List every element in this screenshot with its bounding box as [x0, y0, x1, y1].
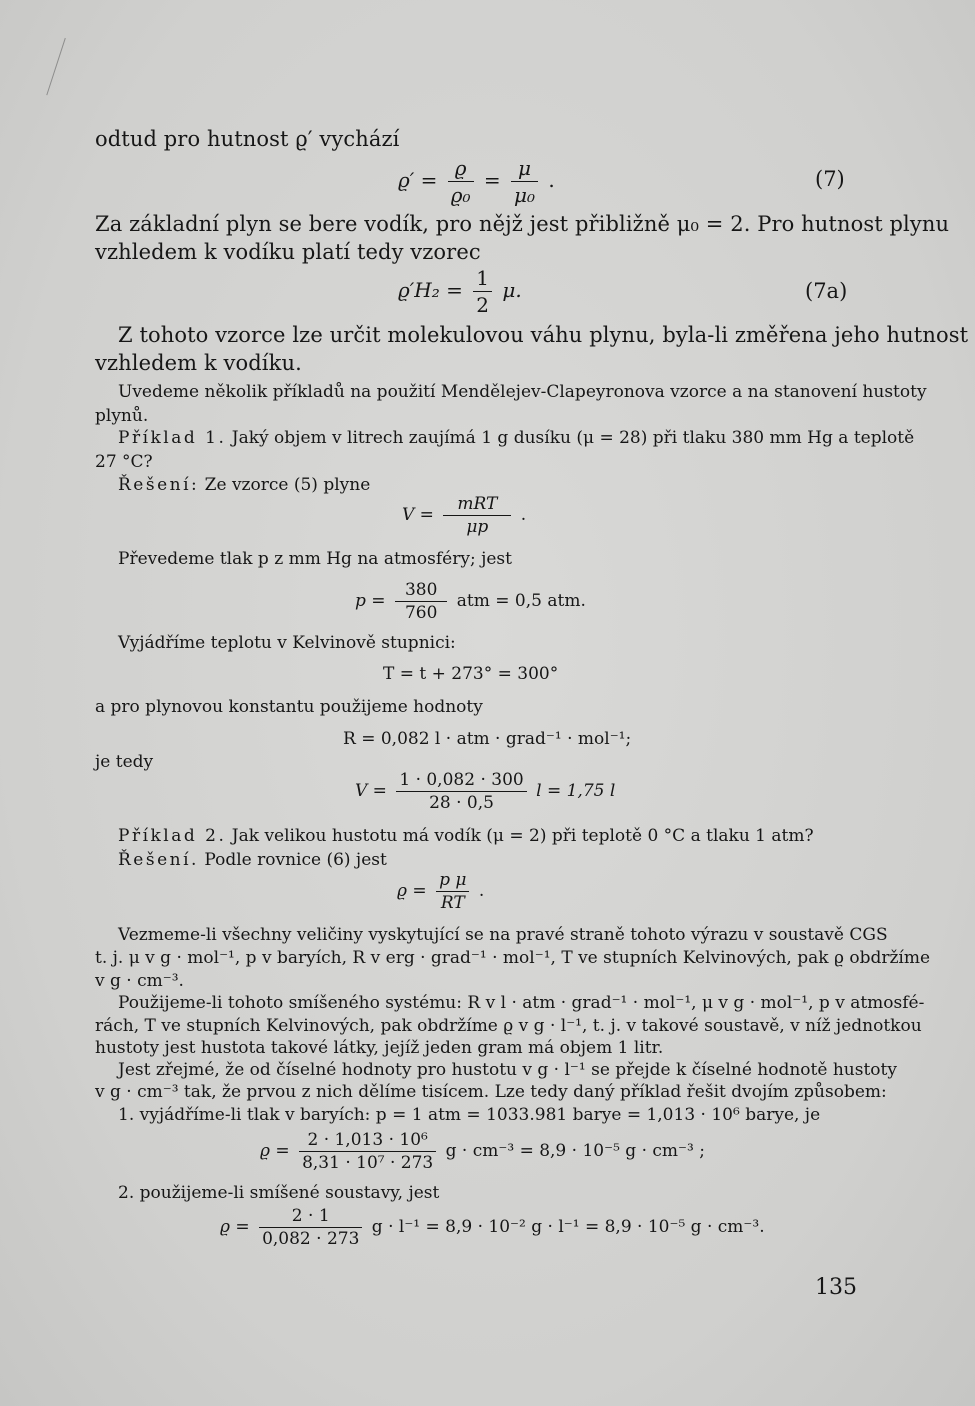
eq7-end: .	[548, 168, 555, 192]
eqP-fraction	[395, 580, 447, 623]
eqRho-end: .	[478, 881, 485, 901]
example-1-label: Příklad 1.	[118, 428, 227, 448]
eqV-fraction	[443, 494, 511, 537]
eq7a-den: 2	[476, 293, 489, 317]
eq7-fraction-2	[511, 156, 538, 207]
equation-pressure	[355, 580, 586, 623]
equation-density	[397, 870, 484, 913]
eqV-end: .	[520, 505, 527, 525]
thus-line: je tedy	[95, 752, 154, 772]
eqRho2-den: 0,082 · 273	[262, 1229, 360, 1249]
example-2-label: Příklad 2.	[118, 826, 227, 846]
para2-line-2: vzhledem k vodíku.	[95, 351, 302, 375]
eq7a-num: 1	[473, 266, 492, 292]
equation-7a-number: (7a)	[805, 279, 848, 303]
example-2-text: Jak velikou hustotu má vodík (μ = 2) při teplotě 0 °C a tlaku 1 atm?	[226, 826, 814, 846]
eqRho1-fraction	[299, 1130, 436, 1173]
eqV2-rhs: l = 1,75 l	[536, 781, 616, 801]
eqRho1-num: 2 · 1,013 · 10⁶	[299, 1130, 436, 1152]
eqV2-num: 1 · 0,082 · 300	[396, 770, 526, 792]
para1-line-2: vzhledem k vodíku platí tedy vzorec	[95, 240, 481, 264]
equation-volume	[402, 494, 526, 537]
para5-line-1: Použijeme-li tohoto smíšeného systému: R v l · atm · grad⁻¹ · mol⁻¹, μ v g · mol⁻¹, p v atmosfé-	[118, 993, 925, 1013]
eqP-num: 380	[395, 580, 447, 602]
solution-1-label: Řešení:	[118, 475, 200, 495]
equation-7	[398, 156, 555, 207]
pencil-mark	[46, 38, 86, 102]
eqRho2-lhs: ϱ =	[220, 1217, 250, 1237]
para3-line-2: plynů.	[95, 406, 149, 426]
convert-line: Převedeme tlak p z mm Hg na atmosféry; jest	[118, 549, 512, 569]
example-1-text: Jaký objem v litrech zaujímá 1 g dusíku (μ = 28) při tlaku 380 mm Hg a teplotě	[226, 428, 915, 448]
eq7-f2-den: μ₀	[514, 183, 536, 207]
equation-temperature: T = t + 273° = 300°	[383, 664, 559, 684]
eq7a-lhs: ϱ′H₂ =	[398, 278, 463, 302]
para6-line-3: 1. vyjádříme-li tlak v baryích: p = 1 atm = 1033.981 barye = 1,013 · 10⁶ barye, je	[118, 1105, 821, 1125]
eqV-num: mRT	[443, 494, 511, 516]
para4-line-3: v g · cm⁻³.	[95, 971, 184, 991]
eq7-lhs: ϱ′ =	[398, 168, 438, 192]
para3-line-1: Uvedeme několik příkladů na použití Mendělejev-Clapeyronova vzorce a na stanovení hustoty	[118, 382, 927, 402]
equation-density-cgs	[260, 1130, 705, 1173]
eqV-den: μp	[466, 517, 489, 537]
example-1-line-2: 27 °C?	[95, 452, 153, 472]
eqRho-fraction	[436, 870, 469, 913]
solution-2-line	[118, 850, 387, 870]
eqRho-den: RT	[440, 893, 465, 913]
eqV2-lhs: V =	[355, 781, 387, 801]
eqV2-den: 28 · 0,5	[429, 793, 494, 813]
eqP-rhs: atm = 0,5 atm.	[456, 591, 586, 611]
solution-2-text: Podle rovnice (6) jest	[198, 850, 387, 870]
equation-gas-constant: R = 0,082 l · atm · grad⁻¹ · mol⁻¹;	[343, 729, 632, 749]
eqP-den: 760	[404, 603, 438, 623]
solution-1-text: Ze vzorce (5) plyne	[199, 475, 371, 495]
para5-line-3: hustoty jest hustota takové látky, jejíž jeden gram má objem 1 litr.	[95, 1038, 664, 1058]
eqRho-num: p μ	[436, 870, 469, 892]
equation-density-mixed	[220, 1206, 765, 1249]
eq7a-fraction	[473, 266, 492, 317]
solution-2-label: Řešení.	[118, 850, 199, 870]
eq7-fraction-1	[448, 156, 474, 207]
eq7a-rhs: μ.	[502, 278, 522, 302]
eqRho-lhs: ϱ =	[397, 881, 427, 901]
eqRho2-rhs: g · l⁻¹ = 8,9 · 10⁻² g · l⁻¹ = 8,9 · 10⁻⁵ g · cm⁻³.	[371, 1217, 765, 1237]
eqRho2-num: 2 · 1	[259, 1206, 362, 1228]
eq7-mid: =	[483, 168, 501, 192]
para5-line-2: rách, T ve stupních Kelvinových, pak obdržíme ϱ v g · l⁻¹, t. j. v takové soustavě, v níž jednotkou	[95, 1016, 922, 1036]
eqV2-fraction	[396, 770, 526, 813]
eqRho1-lhs: ϱ =	[260, 1141, 290, 1161]
eq7-f1-num: ϱ	[448, 156, 474, 182]
example-2-line	[118, 826, 814, 846]
eqRho1-rhs: g · cm⁻³ = 8,9 · 10⁻⁵ g · cm⁻³ ;	[445, 1141, 705, 1161]
kelvin-line: Vyjádříme teplotu v Kelvinově stupnici:	[118, 633, 456, 653]
eq7-f2-num: μ	[511, 156, 538, 182]
para4-line-2: t. j. μ v g · mol⁻¹, p v baryích, R v erg · grad⁻¹ · mol⁻¹, T ve stupních Kelvinových, pak ϱ obdržíme	[95, 948, 931, 968]
example-1-line-1	[118, 428, 914, 448]
para4-line-1: Vezmeme-li všechny veličiny vyskytující se na pravé straně tohoto výrazu v soustavě CGS	[118, 925, 888, 945]
equation-7-number: (7)	[815, 167, 845, 191]
eqRho1-den: 8,31 · 10⁷ · 273	[302, 1153, 434, 1173]
para2-line-1: Z tohoto vzorce lze určit molekulovou váhu plynu, byla-li změřena jeho hutnost	[118, 323, 969, 347]
intro-line: odtud pro hutnost ϱ′ vychází	[95, 127, 400, 151]
eqP-lhs: p =	[355, 591, 386, 611]
eqV-lhs: V =	[402, 505, 434, 525]
eqRho2-fraction	[259, 1206, 362, 1249]
equation-7a	[398, 266, 522, 317]
equation-volume-result	[355, 770, 615, 813]
constant-line: a pro plynovou konstantu použijeme hodnoty	[95, 697, 483, 717]
page-number: 135	[815, 1275, 857, 1300]
para6-line-1: Jest zřejmé, že od číselné hodnoty pro hustotu v g · l⁻¹ se přejde k číselné hodnotě hustoty	[118, 1060, 897, 1080]
eq7-f1-den: ϱ₀	[450, 183, 471, 207]
para6-line-2: v g · cm⁻³ tak, že prvou z nich dělíme tisícem. Lze tedy daný příklad řešit dvojím způsobem:	[95, 1082, 887, 1102]
para1-line-1: Za základní plyn se bere vodík, pro nějž jest přibližně μ₀ = 2. Pro hutnost plynu	[95, 212, 950, 236]
item-2-line: 2. použijeme-li smíšené soustavy, jest	[118, 1183, 440, 1203]
solution-1-line	[118, 475, 370, 495]
